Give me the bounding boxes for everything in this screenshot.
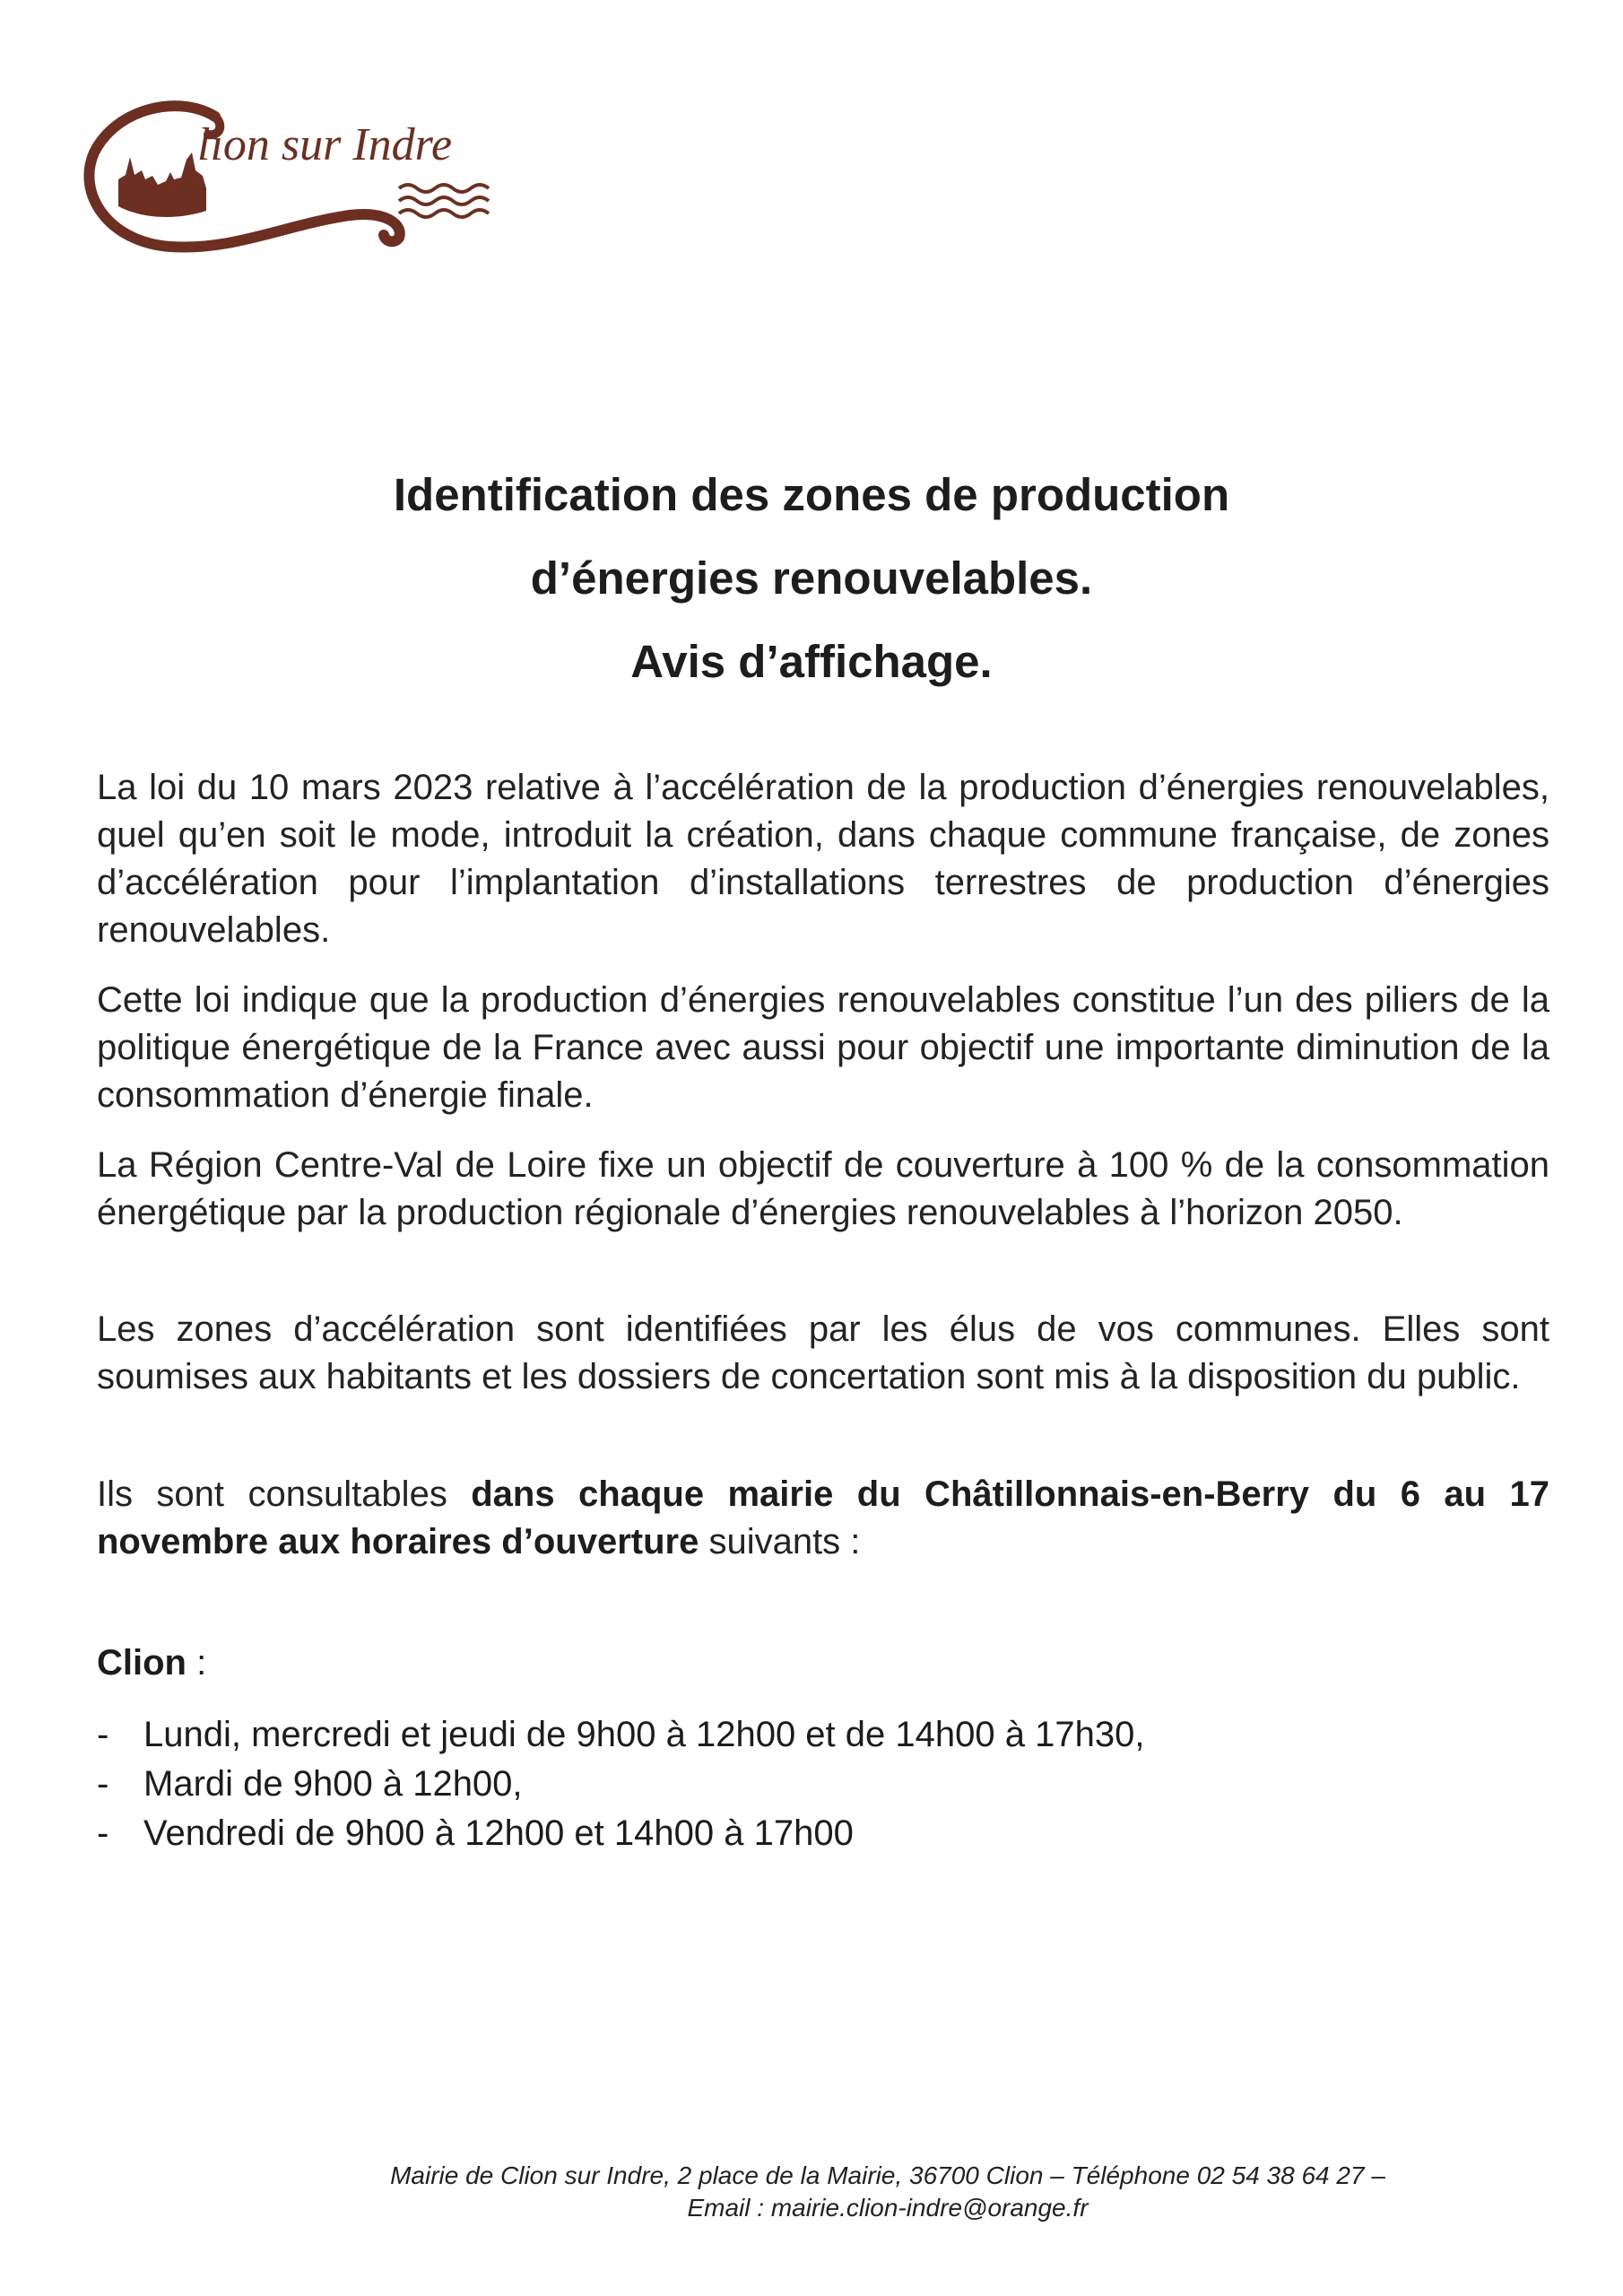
footer-contact [0, 2160, 1623, 2224]
list-item [97, 1809, 1144, 1858]
dash-bullet: - [97, 1764, 109, 1804]
paragraph-region: La Région Centre-Val de Loire fixe un objectif de couverture à 100 % de la consommation énergétique par la production régionale d’énergies renouvelables à l’horizon 2050. [97, 1145, 1549, 1232]
title-line-2: d’énergies renouvelables. [530, 552, 1093, 604]
dash-bullet: - [97, 1813, 109, 1853]
clion-heading-label: Clion [97, 1643, 187, 1683]
hours-text: Mardi de 9h00 à 12h00, [143, 1764, 523, 1804]
footer-address: Mairie de Clion sur Indre, 2 place de la Mairie, 36700 Clion – Téléphone 02 54 38 64 27 – [390, 2161, 1385, 2189]
list-item [97, 1760, 1144, 1809]
clion-heading [97, 1639, 206, 1687]
hours-text: Lundi, mercredi et jeudi de 9h00 à 12h00 et de 14h00 à 17h30, [143, 1715, 1145, 1754]
consultation-text-bold: dans chaque mairie du Châtillonnais-en-Berry du 6 au 17 novembre aux horaires d’ouverture [97, 1474, 1550, 1561]
title-line-1: Identification des zones de production [393, 469, 1230, 520]
paragraph-zones: Les zones d’accélération sont identifiées par les élus de vos communes. Elles sont soumises aux habitants et les dossiers de concertation sont mis à la disposition du public. [97, 1309, 1549, 1396]
logo-text: lion sur Indre [197, 119, 453, 170]
page-title [0, 453, 1623, 703]
consultation-text-end: suivants : [699, 1522, 861, 1561]
paragraph-pillars: Cette loi indique que la production d’énergies renouvelables constitue l’un des piliers de la politique énergétique de la France avec aussi pour objectif une importante diminution de la consommation d’énergie finale. [97, 980, 1549, 1115]
logo-emblem [81, 90, 529, 269]
clion-heading-suffix: : [186, 1643, 207, 1683]
opening-hours-list [97, 1710, 1144, 1858]
dash-bullet: - [97, 1715, 109, 1754]
list-item [97, 1710, 1144, 1760]
footer-email: Email : mairie.clion-indre@orange.fr [687, 2194, 1089, 2222]
hours-text: Vendredi de 9h00 à 12h00 et 14h00 à 17h00 [143, 1813, 854, 1853]
title-line-3: Avis d’affichage. [630, 636, 993, 687]
paragraph-consultation [97, 1471, 1549, 1566]
consultation-text-start: Ils sont consultables [97, 1474, 472, 1514]
paragraph-law: La loi du 10 mars 2023 relative à l’accélération de la production d’énergies renouvelables, quel qu’en soit le mode, introduit la création, dans chaque commune française, de zones d’accélération pour l’implantation d’installations terrestres de production d’énergies renouvelables. [97, 768, 1549, 950]
clion-sur-indre-logo [81, 90, 529, 269]
